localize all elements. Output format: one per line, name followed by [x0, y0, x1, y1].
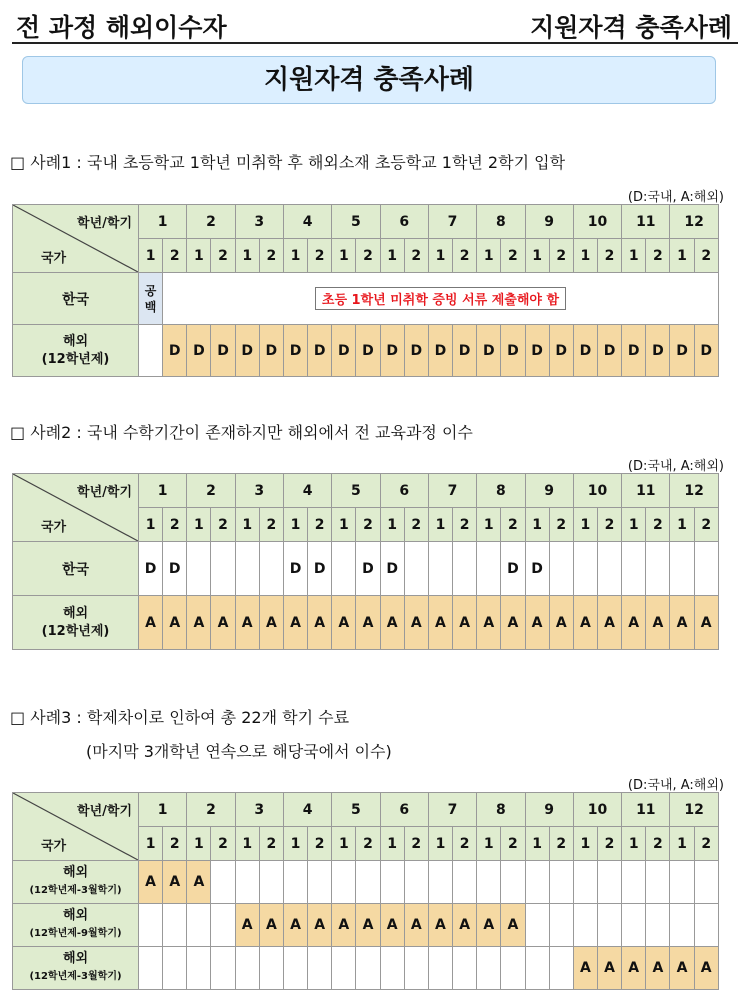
- semester-cell: [283, 861, 307, 904]
- semester-cell: A: [622, 596, 646, 650]
- semester-cell: A: [187, 596, 211, 650]
- semester-header: 2: [356, 239, 380, 273]
- semester-cell: [211, 904, 235, 947]
- year-header-4: 4: [283, 474, 331, 508]
- semester-cell: A: [163, 596, 187, 650]
- semester-cell: A: [477, 904, 501, 947]
- semester-cell: [428, 542, 452, 596]
- semester-cell: [477, 861, 501, 904]
- year-header-6: 6: [380, 793, 428, 827]
- semester-header: 1: [139, 827, 163, 861]
- case2-table: [12, 473, 719, 650]
- semester-cell: [477, 947, 501, 990]
- semester-cell: A: [501, 596, 525, 650]
- semester-cell: [477, 542, 501, 596]
- semester-cell: D: [428, 325, 452, 377]
- semester-cell: A: [525, 596, 549, 650]
- year-header-10: 10: [573, 793, 621, 827]
- semester-header: 2: [694, 827, 718, 861]
- semester-header: 1: [139, 508, 163, 542]
- semester-header: 1: [525, 827, 549, 861]
- semester-cell: A: [332, 904, 356, 947]
- semester-cell: [404, 947, 428, 990]
- semester-cell: A: [404, 596, 428, 650]
- semester-header: 2: [549, 827, 573, 861]
- semester-header: 2: [404, 827, 428, 861]
- semester-cell: [211, 947, 235, 990]
- semester-cell: A: [597, 947, 621, 990]
- semester-cell: [235, 542, 259, 596]
- semester-header: 2: [501, 827, 525, 861]
- semester-header: 2: [501, 239, 525, 273]
- country-label: 국가: [41, 251, 67, 266]
- year-header-7: 7: [428, 474, 476, 508]
- semester-header: 2: [308, 508, 332, 542]
- row-label: 해외: [62, 865, 89, 880]
- semester-header: 1: [187, 508, 211, 542]
- semester-cell: [332, 947, 356, 990]
- year-header-12: 12: [670, 474, 718, 508]
- semester-cell: [428, 861, 452, 904]
- year-header-5: 5: [332, 205, 380, 239]
- semester-cell: [163, 947, 187, 990]
- semester-cell: [622, 861, 646, 904]
- semester-header: 2: [501, 508, 525, 542]
- year-header-2: 2: [187, 474, 235, 508]
- semester-cell: [259, 861, 283, 904]
- semester-header: 2: [453, 508, 477, 542]
- semester-header: 2: [694, 239, 718, 273]
- semester-cell: D: [573, 325, 597, 377]
- semester-cell: [259, 542, 283, 596]
- semester-cell: D: [235, 325, 259, 377]
- case1-legend: (D:국내, A:해외): [627, 190, 724, 205]
- year-header-3: 3: [235, 474, 283, 508]
- header-diagonal-cell: [13, 205, 139, 273]
- row-label: 해외: [62, 908, 89, 923]
- semester-cell: [549, 947, 573, 990]
- year-header-9: 9: [525, 474, 573, 508]
- semester-header: 2: [404, 508, 428, 542]
- semester-cell: A: [646, 596, 670, 650]
- semester-cell: D: [453, 325, 477, 377]
- semester-cell: A: [428, 904, 452, 947]
- semester-cell: [646, 542, 670, 596]
- semester-header: 2: [694, 508, 718, 542]
- semester-cell: [453, 861, 477, 904]
- semester-cell: [453, 947, 477, 990]
- year-header-9: 9: [525, 205, 573, 239]
- semester-header: 1: [525, 508, 549, 542]
- country-label: 국가: [41, 520, 67, 535]
- semester-header: 2: [211, 827, 235, 861]
- case3-title: □ 사례3 : 학제차이로 인하여 총 22개 학기 수료: [10, 708, 350, 727]
- row-sublabel: (12학년제-9월학기): [29, 928, 122, 939]
- year-header-12: 12: [670, 205, 718, 239]
- semester-cell: D: [501, 542, 525, 596]
- semester-cell: D: [163, 325, 187, 377]
- year-header-12: 12: [670, 793, 718, 827]
- year-header-2: 2: [187, 793, 235, 827]
- semester-header: 2: [259, 827, 283, 861]
- semester-cell: [573, 542, 597, 596]
- row-sublabel: (12학년제-3월학기): [29, 885, 122, 896]
- semester-cell: A: [573, 947, 597, 990]
- semester-cell: [501, 861, 525, 904]
- semester-cell: [694, 542, 718, 596]
- semester-header: 2: [453, 239, 477, 273]
- semester-cell: A: [670, 947, 694, 990]
- semester-cell: A: [597, 596, 621, 650]
- semester-cell: A: [380, 904, 404, 947]
- semester-header: 2: [356, 827, 380, 861]
- header-left-title: 전 과정 해외이수자: [16, 13, 227, 42]
- header-diagonal-cell: [13, 793, 139, 861]
- semester-cell: A: [694, 947, 718, 990]
- year-header-11: 11: [622, 793, 670, 827]
- semester-cell: A: [404, 904, 428, 947]
- semester-cell: A: [428, 596, 452, 650]
- semester-cell: A: [573, 596, 597, 650]
- semester-cell: [597, 861, 621, 904]
- semester-cell: [404, 861, 428, 904]
- semester-cell: A: [259, 904, 283, 947]
- semester-cell: A: [259, 596, 283, 650]
- semester-header: 1: [380, 239, 404, 273]
- semester-cell: [356, 861, 380, 904]
- semester-cell: D: [211, 325, 235, 377]
- semester-cell: [211, 542, 235, 596]
- semester-header: 1: [428, 239, 452, 273]
- semester-cell: [549, 904, 573, 947]
- semester-header: 2: [308, 827, 332, 861]
- row-sublabel: (12학년제): [41, 351, 110, 367]
- semester-cell: D: [259, 325, 283, 377]
- semester-header: 2: [259, 508, 283, 542]
- semester-header: 1: [235, 508, 259, 542]
- semester-cell: [380, 861, 404, 904]
- semester-cell: [525, 861, 549, 904]
- row-label: 해외: [62, 333, 89, 349]
- semester-header: 1: [622, 239, 646, 273]
- semester-header: 1: [573, 239, 597, 273]
- semester-cell: A: [283, 596, 307, 650]
- semester-header: 1: [573, 827, 597, 861]
- semester-cell: D: [646, 325, 670, 377]
- year-header-8: 8: [477, 793, 525, 827]
- semester-cell: [694, 861, 718, 904]
- row-label: 해외: [62, 951, 89, 966]
- row-sublabel: (12학년제): [41, 623, 110, 639]
- semester-header: 2: [211, 508, 235, 542]
- case3-subtitle: (마지막 3개학년 연속으로 해당국에서 이수): [86, 742, 392, 761]
- semester-cell: [332, 861, 356, 904]
- semester-header: 1: [332, 508, 356, 542]
- semester-header: 2: [404, 239, 428, 273]
- semester-cell: A: [356, 904, 380, 947]
- semester-header: 1: [187, 239, 211, 273]
- semester-cell: D: [597, 325, 621, 377]
- semester-cell: A: [477, 596, 501, 650]
- semester-header: 2: [211, 239, 235, 273]
- semester-cell: A: [670, 596, 694, 650]
- semester-header: 1: [283, 508, 307, 542]
- semester-cell: [646, 904, 670, 947]
- semester-cell: D: [622, 325, 646, 377]
- year-header-1: 1: [139, 793, 187, 827]
- semester-header: 2: [597, 239, 621, 273]
- semester-cell: A: [646, 947, 670, 990]
- semester-header: 2: [308, 239, 332, 273]
- abroad-row-label: [13, 947, 139, 990]
- semester-cell: A: [235, 904, 259, 947]
- semester-header: 1: [139, 239, 163, 273]
- semester-cell: [597, 542, 621, 596]
- semester-cell: [670, 861, 694, 904]
- semester-header: 1: [622, 508, 646, 542]
- semester-header: 1: [477, 508, 501, 542]
- abroad-row-label: [13, 904, 139, 947]
- year-header-2: 2: [187, 205, 235, 239]
- semester-cell: D: [308, 325, 332, 377]
- semester-header: 2: [597, 508, 621, 542]
- header-diagonal-cell: [13, 474, 139, 542]
- semester-header: 1: [332, 827, 356, 861]
- semester-cell: [308, 947, 332, 990]
- semester-cell: [453, 542, 477, 596]
- year-header-7: 7: [428, 205, 476, 239]
- semester-cell: D: [187, 325, 211, 377]
- semester-cell: [573, 904, 597, 947]
- semester-cell: [235, 947, 259, 990]
- semester-cell: [622, 542, 646, 596]
- banner-title: 지원자격 충족사례: [22, 56, 716, 104]
- semester-cell: [139, 325, 163, 377]
- semester-header: 1: [380, 827, 404, 861]
- case2-legend: (D:국내, A:해외): [627, 459, 724, 474]
- semester-cell: A: [283, 904, 307, 947]
- year-semester-label: 학년/학기: [77, 804, 132, 819]
- semester-cell: D: [477, 325, 501, 377]
- abroad-row-label: [13, 861, 139, 904]
- semester-cell: [356, 947, 380, 990]
- semester-header: 2: [646, 508, 670, 542]
- semester-cell: D: [139, 542, 163, 596]
- semester-cell: D: [283, 325, 307, 377]
- year-header-11: 11: [622, 474, 670, 508]
- semester-cell: [139, 947, 163, 990]
- semester-cell: D: [163, 542, 187, 596]
- page-header: [12, 6, 738, 44]
- semester-header: 1: [187, 827, 211, 861]
- semester-cell: A: [235, 596, 259, 650]
- semester-header: 1: [670, 508, 694, 542]
- semester-header: 1: [622, 827, 646, 861]
- semester-cell: [163, 904, 187, 947]
- semester-cell: [235, 861, 259, 904]
- semester-cell: D: [283, 542, 307, 596]
- year-header-8: 8: [477, 474, 525, 508]
- semester-cell: [380, 947, 404, 990]
- case1-title: □ 사례1 : 국내 초등학교 1학년 미취학 후 해외소재 초등학교 1학년 2학기 입학: [10, 153, 566, 172]
- semester-header: 2: [163, 827, 187, 861]
- semester-cell: A: [308, 596, 332, 650]
- semester-cell: D: [525, 542, 549, 596]
- semester-cell: D: [380, 325, 404, 377]
- semester-cell: [573, 861, 597, 904]
- semester-cell: [308, 861, 332, 904]
- warning-note: 초등 1학년 미취학 증빙 서류 제출해야 함: [315, 287, 566, 310]
- semester-cell: A: [453, 596, 477, 650]
- semester-cell: [404, 542, 428, 596]
- semester-header: 1: [573, 508, 597, 542]
- year-header-9: 9: [525, 793, 573, 827]
- semester-cell: [428, 947, 452, 990]
- semester-cell: A: [380, 596, 404, 650]
- semester-cell: [549, 861, 573, 904]
- semester-cell: A: [187, 861, 211, 904]
- year-header-5: 5: [332, 474, 380, 508]
- semester-header: 1: [477, 239, 501, 273]
- year-header-4: 4: [283, 205, 331, 239]
- case2-title: □ 사례2 : 국내 수학기간이 존재하지만 해외에서 전 교육과정 이수: [10, 423, 473, 442]
- semester-cell: D: [356, 325, 380, 377]
- semester-header: 2: [646, 239, 670, 273]
- year-header-11: 11: [622, 205, 670, 239]
- semester-header: 2: [259, 239, 283, 273]
- header-right-title: 지원자격 충족사례: [530, 13, 732, 42]
- semester-cell: D: [380, 542, 404, 596]
- semester-cell: [622, 904, 646, 947]
- semester-cell: [670, 904, 694, 947]
- semester-cell: [525, 904, 549, 947]
- korea-row-label: 한국: [13, 542, 139, 596]
- semester-header: 1: [477, 827, 501, 861]
- semester-cell: A: [356, 596, 380, 650]
- korea-row-label: 한국: [13, 273, 139, 325]
- semester-header: 1: [235, 827, 259, 861]
- semester-header: 2: [453, 827, 477, 861]
- semester-cell: [283, 947, 307, 990]
- semester-cell: [670, 542, 694, 596]
- year-header-1: 1: [139, 474, 187, 508]
- year-header-10: 10: [573, 205, 621, 239]
- semester-cell: D: [670, 325, 694, 377]
- semester-cell: D: [525, 325, 549, 377]
- case3-table: [12, 792, 719, 990]
- semester-cell: D: [694, 325, 718, 377]
- year-header-10: 10: [573, 474, 621, 508]
- row-sublabel: (12학년제-3월학기): [29, 971, 122, 982]
- semester-cell: D: [404, 325, 428, 377]
- semester-cell: A: [501, 904, 525, 947]
- semester-cell: [187, 542, 211, 596]
- semester-header: 1: [428, 827, 452, 861]
- semester-header: 1: [235, 239, 259, 273]
- semester-cell: [187, 947, 211, 990]
- semester-header: 1: [332, 239, 356, 273]
- year-header-3: 3: [235, 793, 283, 827]
- semester-cell: A: [139, 596, 163, 650]
- semester-header: 1: [283, 827, 307, 861]
- year-header-6: 6: [380, 205, 428, 239]
- semester-cell: A: [163, 861, 187, 904]
- semester-header: 1: [670, 827, 694, 861]
- semester-header: 1: [428, 508, 452, 542]
- case1-table: [12, 204, 719, 377]
- abroad-row-label: [13, 325, 139, 377]
- semester-header: 2: [163, 508, 187, 542]
- abroad-row-label: [13, 596, 139, 650]
- year-semester-label: 학년/학기: [77, 485, 132, 500]
- year-header-5: 5: [332, 793, 380, 827]
- semester-cell: D: [549, 325, 573, 377]
- semester-header: 2: [549, 239, 573, 273]
- year-header-8: 8: [477, 205, 525, 239]
- semester-cell: A: [308, 904, 332, 947]
- gap-cell: 공백: [139, 273, 163, 325]
- semester-header: 2: [163, 239, 187, 273]
- country-label: 국가: [41, 839, 67, 854]
- semester-cell: A: [622, 947, 646, 990]
- row-label: 해외: [62, 605, 89, 621]
- year-header-7: 7: [428, 793, 476, 827]
- semester-cell: [646, 861, 670, 904]
- semester-header: 1: [670, 239, 694, 273]
- semester-cell: D: [501, 325, 525, 377]
- semester-header: 2: [549, 508, 573, 542]
- semester-cell: A: [549, 596, 573, 650]
- semester-cell: A: [139, 861, 163, 904]
- year-semester-label: 학년/학기: [77, 216, 132, 231]
- semester-cell: [501, 947, 525, 990]
- semester-header: 2: [597, 827, 621, 861]
- semester-cell: D: [332, 325, 356, 377]
- year-header-4: 4: [283, 793, 331, 827]
- warning-cell: [163, 273, 719, 325]
- semester-cell: [694, 904, 718, 947]
- semester-header: 2: [356, 508, 380, 542]
- semester-cell: [139, 904, 163, 947]
- case3-legend: (D:국내, A:해외): [627, 778, 724, 793]
- semester-cell: [525, 947, 549, 990]
- semester-cell: D: [308, 542, 332, 596]
- semester-cell: [332, 542, 356, 596]
- semester-cell: A: [332, 596, 356, 650]
- semester-header: 1: [283, 239, 307, 273]
- semester-header: 2: [646, 827, 670, 861]
- semester-cell: D: [356, 542, 380, 596]
- year-header-6: 6: [380, 474, 428, 508]
- semester-cell: [187, 904, 211, 947]
- semester-cell: A: [453, 904, 477, 947]
- semester-header: 1: [525, 239, 549, 273]
- semester-cell: [259, 947, 283, 990]
- year-header-3: 3: [235, 205, 283, 239]
- semester-header: 1: [380, 508, 404, 542]
- semester-cell: [211, 861, 235, 904]
- semester-cell: A: [211, 596, 235, 650]
- semester-cell: [597, 904, 621, 947]
- semester-cell: [549, 542, 573, 596]
- semester-cell: A: [694, 596, 718, 650]
- year-header-1: 1: [139, 205, 187, 239]
